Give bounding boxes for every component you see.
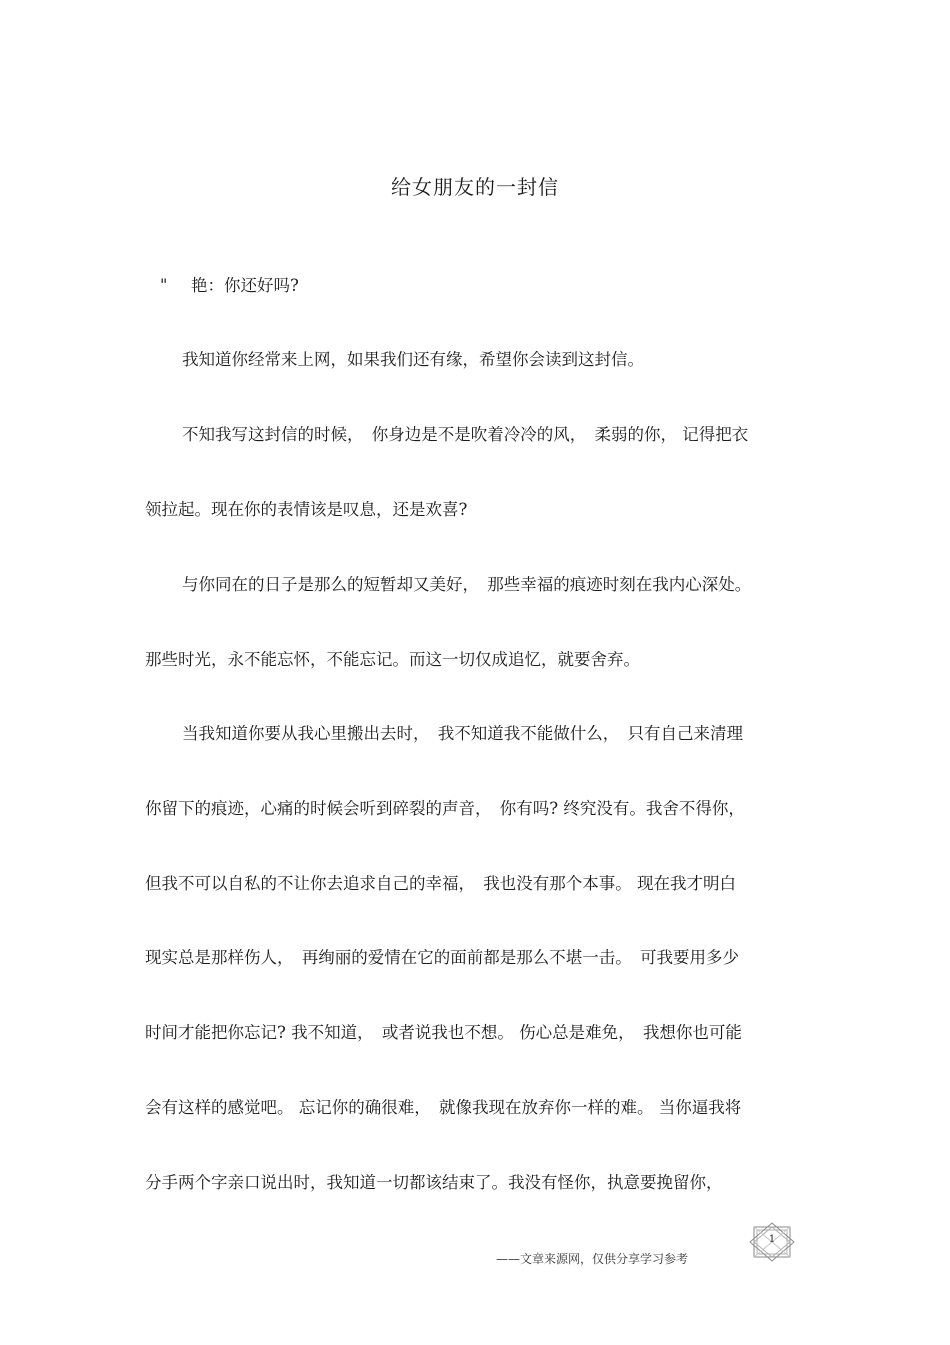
quote-mark: " [160, 275, 168, 294]
body-line: 领拉起。现在你的表情该是叹息，还是欢喜? [145, 500, 468, 519]
body-line: 当我知道你要从我心里搬出去时， 我不知道我不能做什么， 只有自己来清理 [182, 724, 743, 743]
body-line: 我知道你经常来上网，如果我们还有缘，希望你会读到这封信。 [182, 350, 644, 369]
body-line: 那些时光，永不能忘怀，不能忘记。而这一切仅成追忆，就要舍弃。 [145, 650, 640, 669]
source-note: ——文章来源网，仅供分享学习参考 [496, 1252, 689, 1266]
body-line: 但我不可以自私的不让你去追求自己的幸福， 我也没有那个本事。 现在我才明白 [145, 874, 736, 893]
body-line: 不知我写这封信的时候， 你身边是不是吹着冷冷的风， 柔弱的你， 记得把衣 [182, 425, 749, 444]
document-title: 给女朋友的一封信 [391, 175, 559, 199]
greeting-line: 艳：你还好吗? [191, 276, 299, 295]
body-line: 现实总是那样伤人， 再绚丽的爱情在它的面前都是那么不堪一击。 可我要用多少 [145, 948, 739, 967]
body-line: 你留下的痕迹，心痛的时候会听到碎裂的声音， 你有吗? 终究没有。我舍不得你， [145, 799, 745, 818]
body-line: 会有这样的感觉吧。 忘记你的确很难， 就像我现在放弃你一样的难。 当你逼我将 [145, 1098, 742, 1117]
body-line: 与你同在的日子是那么的短暂却又美好， 那些幸福的痕迹时刻在我内心深处。 [182, 575, 752, 594]
body-line: 时间才能把你忘记? 我不知道， 或者说我也不想。 伤心总是难免， 我想你也可能 [145, 1023, 742, 1042]
body-line: 分手两个字亲口说出时，我知道一切都该结束了。我没有怪你，执意要挽留你， [145, 1173, 723, 1192]
page-number: 1 [768, 1234, 776, 1245]
